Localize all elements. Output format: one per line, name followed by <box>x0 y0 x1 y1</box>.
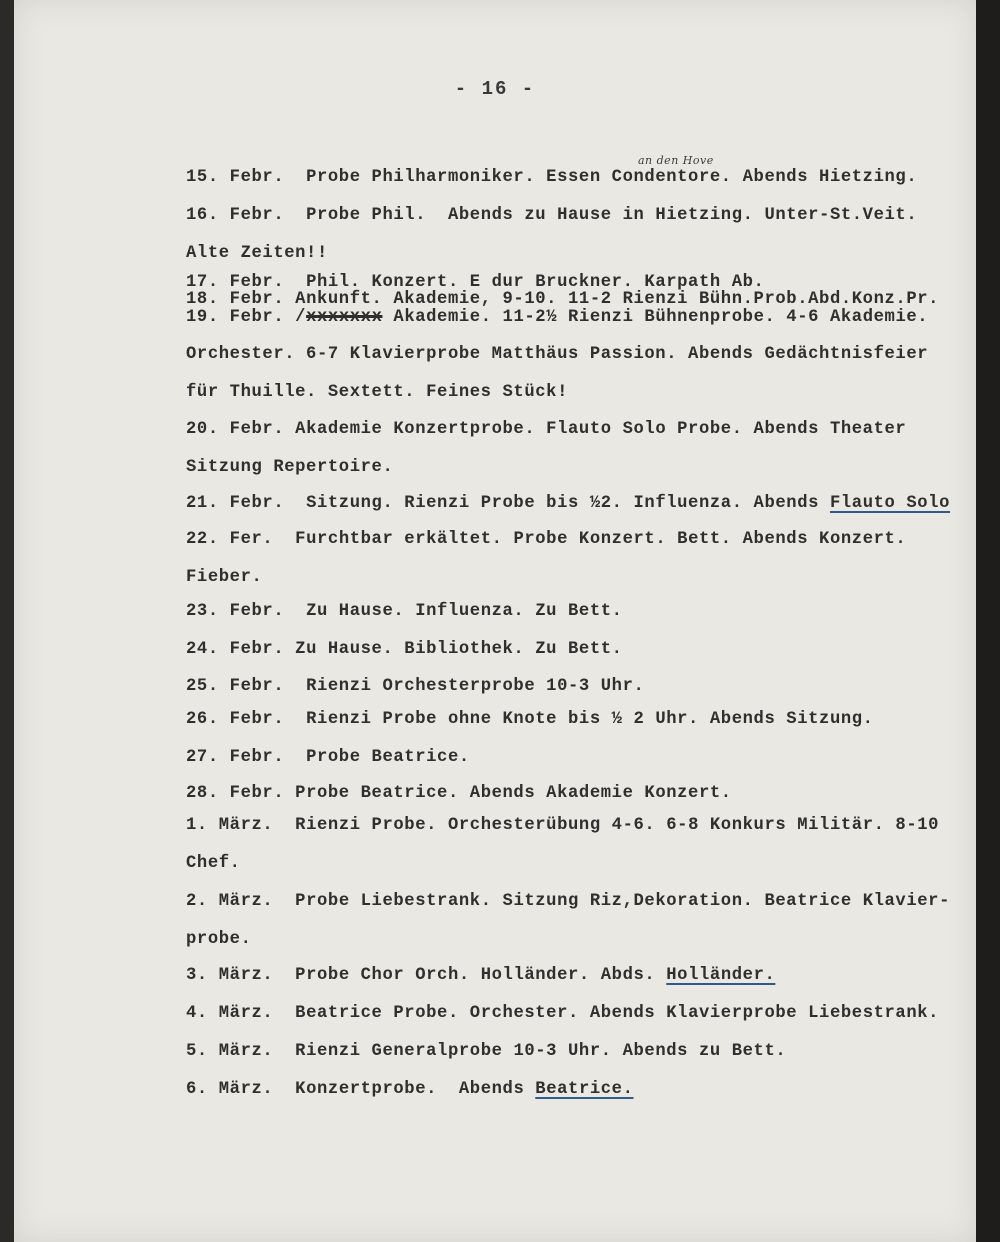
entry-text: Chef. <box>186 854 241 873</box>
diary-line <box>186 710 874 729</box>
diary-line <box>186 290 939 309</box>
entry-text: Probe Philharmoniker. Essen Condentore. Abends Hietzing. <box>284 168 918 187</box>
entry-date: 22. Fer. <box>186 530 274 549</box>
diary-line <box>186 244 328 263</box>
entry-date: 24. Febr. <box>186 640 285 659</box>
diary-line <box>186 640 623 659</box>
entry-text: Beatrice Probe. Orchester. Abends Klavierprobe Liebestrank. <box>273 1004 940 1023</box>
diary-line <box>186 784 732 803</box>
entry-text: Alte Zeiten!! <box>186 244 328 263</box>
scan-edge <box>976 0 1000 1242</box>
diary-line <box>186 1080 634 1099</box>
entry-text: Probe Beatrice. <box>284 748 470 767</box>
entry-text: Phil. Konzert. E dur Bruckner. Karpath Ab. <box>284 273 765 292</box>
diary-line <box>186 568 262 587</box>
entry-text-continued: Akademie. 11-2½ Rienzi Bühnenprobe. 4-6 Akademie. <box>382 308 929 327</box>
diary-line <box>186 494 950 513</box>
entry-text: Rienzi Probe. Orchesterübung 4-6. 6-8 Konkurs Militär. 8-10 <box>273 816 940 835</box>
entry-text: Rienzi Orchesterprobe 10-3 Uhr. <box>284 677 645 696</box>
entry-text: Ankunft. Akademie, 9-10. 11-2 Rienzi Bühn.Prob.Abd.Konz.Pr. <box>284 290 940 309</box>
entry-text: Orchester. 6-7 Klavierprobe Matthäus Passion. Abends Gedächtnisfeier <box>186 345 929 364</box>
diary-line <box>186 458 393 477</box>
entry-text: / <box>284 308 307 327</box>
underlined-text: Flauto Solo <box>829 494 951 513</box>
entry-text: Konzertprobe. Abends <box>273 1080 536 1099</box>
entry-text: Probe Liebestrank. Sitzung Riz,Dekoration. Beatrice Klavier- <box>273 892 951 911</box>
entry-date: 20. Febr. <box>186 420 285 439</box>
entry-text: Zu Hause. Bibliothek. Zu Bett. <box>284 640 623 659</box>
entry-date: 18. Febr. <box>186 290 285 309</box>
diary-line <box>186 206 917 225</box>
entry-date: 2. März. <box>186 892 274 911</box>
diary-line <box>186 1042 786 1061</box>
diary-line <box>186 966 775 985</box>
entry-text: Rienzi Generalprobe 10-3 Uhr. Abends zu Bett. <box>273 1042 787 1061</box>
underlined-text: Beatrice. <box>535 1080 634 1099</box>
entry-date: 6. März. <box>186 1080 274 1099</box>
diary-line <box>186 308 928 327</box>
handwritten-insertion: an den Hove <box>638 154 714 167</box>
entry-text: Furchtbar erkältet. Probe Konzert. Bett. Abends Konzert. <box>273 530 907 549</box>
entry-date: 25. Febr. <box>186 677 285 696</box>
entry-text: probe. <box>186 930 252 949</box>
diary-line <box>186 530 906 549</box>
diary-line <box>186 345 928 364</box>
entry-text: Akademie Konzertprobe. Flauto Solo Probe. Abends Theater <box>284 420 907 439</box>
entry-date: 4. März. <box>186 1004 274 1023</box>
document-page <box>14 0 976 1242</box>
entry-date: 26. Febr. <box>186 710 285 729</box>
diary-line <box>186 1004 939 1023</box>
entry-date: 3. März. <box>186 966 274 985</box>
diary-line <box>186 602 623 621</box>
entry-date: 16. Febr. <box>186 206 285 225</box>
diary-line <box>186 383 568 402</box>
entry-date: 21. Febr. <box>186 494 285 513</box>
entry-date: 23. Febr. <box>186 602 285 621</box>
entry-date: 27. Febr. <box>186 748 285 767</box>
entry-text: Probe Beatrice. Abends Akademie Konzert. <box>284 784 732 803</box>
struck-text: xxxxxxx <box>306 308 383 327</box>
entry-date: 17. Febr. <box>186 273 285 292</box>
entry-text: Sitzung Repertoire. <box>186 458 394 477</box>
entry-text: Sitzung. Rienzi Probe bis ½2. Influenza. Abends <box>284 494 830 513</box>
diary-line <box>186 168 917 187</box>
diary-line <box>186 420 906 439</box>
diary-line <box>186 816 939 835</box>
diary-line <box>186 892 950 911</box>
diary-line <box>186 930 252 949</box>
entry-text: Zu Hause. Influenza. Zu Bett. <box>284 602 623 621</box>
diary-line <box>186 748 470 767</box>
entry-date: 15. Febr. <box>186 168 285 187</box>
diary-line <box>186 677 644 696</box>
entry-date: 28. Febr. <box>186 784 285 803</box>
entry-date: 19. Febr. <box>186 308 285 327</box>
entry-date: 5. März. <box>186 1042 274 1061</box>
diary-line <box>186 854 241 873</box>
entry-date: 1. März. <box>186 816 274 835</box>
entry-text: Probe Chor Orch. Holländer. Abds. <box>273 966 667 985</box>
entry-text: Fieber. <box>186 568 263 587</box>
page-number: - 16 - <box>454 78 536 100</box>
entry-text: für Thuille. Sextett. Feines Stück! <box>186 383 568 402</box>
entry-text: Probe Phil. Abends zu Hause in Hietzing. Unter-St.Veit. <box>284 206 918 225</box>
entry-text: Rienzi Probe ohne Knote bis ½ 2 Uhr. Abends Sitzung. <box>284 710 874 729</box>
underlined-text: Holländer. <box>666 966 776 985</box>
